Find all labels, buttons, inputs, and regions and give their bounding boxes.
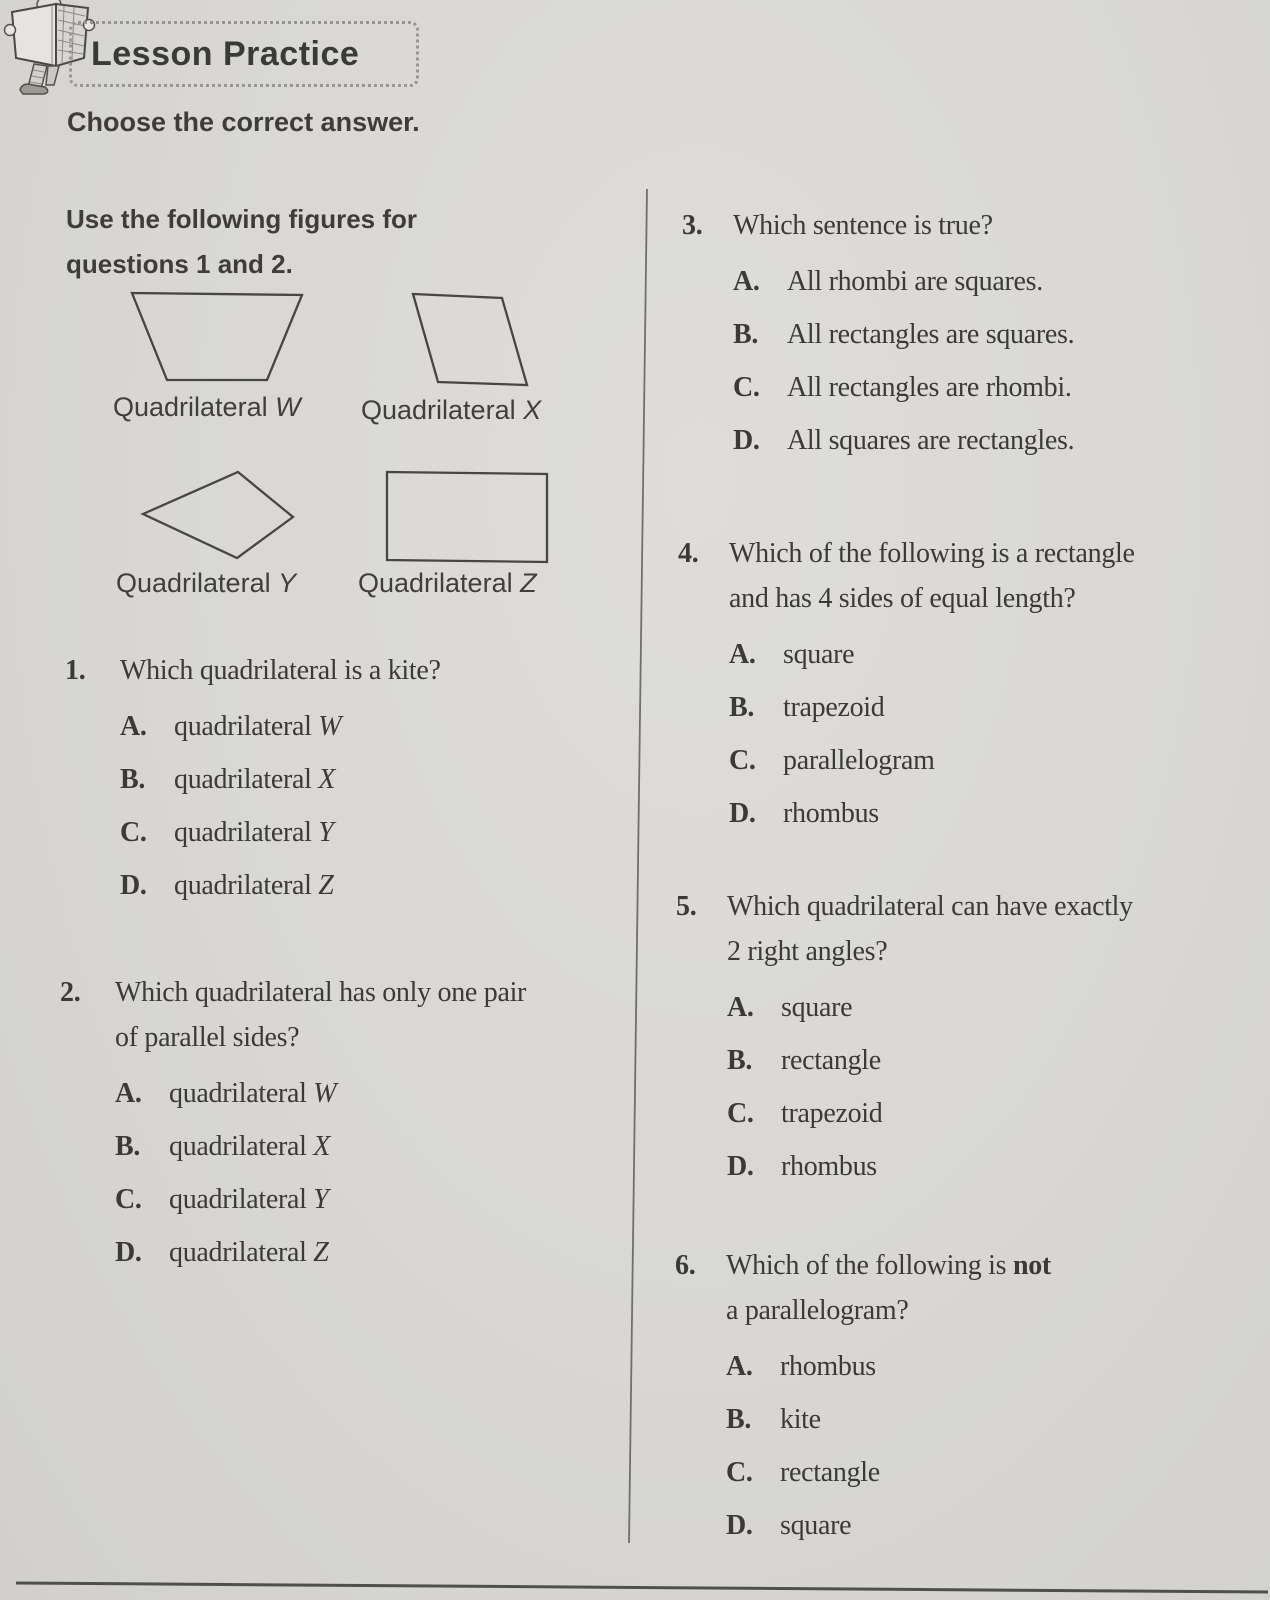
question-5-text-2: 2 right angles? bbox=[727, 936, 888, 967]
figure-z-caption: Quadrilateral Z bbox=[358, 568, 537, 598]
question-6-option-c: C. rectangle bbox=[726, 1457, 880, 1488]
question-1-option-d: D. quadrilateral Z bbox=[120, 870, 334, 901]
question-2-option-b: B. quadrilateral X bbox=[115, 1131, 331, 1162]
question-1-option-a: A. quadrilateral W bbox=[120, 711, 342, 742]
question-2 bbox=[60, 970, 620, 1270]
question-4 bbox=[678, 531, 1238, 831]
figures-intro bbox=[66, 197, 546, 287]
question-6 bbox=[675, 1243, 1235, 1543]
question-5-number: 5. bbox=[676, 891, 697, 922]
bottom-rule bbox=[16, 1583, 1268, 1592]
figure-y-caption: Quadrilateral Y bbox=[116, 568, 297, 598]
figure-w-trapezoid bbox=[132, 293, 302, 380]
question-6-number: 6. bbox=[675, 1250, 696, 1281]
figure-w-caption: Quadrilateral W bbox=[113, 392, 301, 422]
question-6-option-b: B. kite bbox=[726, 1404, 821, 1435]
figure-y-kite bbox=[143, 472, 293, 558]
question-4-option-b: B. trapezoid bbox=[729, 692, 885, 723]
question-2-number: 2. bbox=[60, 977, 81, 1008]
question-3-option-c: C. All rectangles are rhombi. bbox=[733, 372, 1072, 403]
question-6-text-2: a parallelogram? bbox=[726, 1295, 909, 1326]
question-1 bbox=[65, 648, 610, 903]
question-4-number: 4. bbox=[678, 538, 699, 569]
question-4-text: Which of the following is a rectangle bbox=[729, 538, 1135, 569]
question-2-text: Which quadrilateral has only one pair bbox=[115, 977, 527, 1008]
question-1-option-c: C. quadrilateral Y bbox=[120, 817, 334, 848]
question-2-text-2: of parallel sides? bbox=[115, 1022, 300, 1053]
figure-x-caption: Quadrilateral X bbox=[361, 395, 542, 425]
figure-z-rectangle bbox=[387, 472, 547, 562]
question-5 bbox=[676, 884, 1236, 1184]
question-3-number: 3. bbox=[682, 210, 703, 241]
question-1-text: Which quadrilateral is a kite? bbox=[120, 655, 441, 686]
question-5-option-b: B. rectangle bbox=[727, 1045, 881, 1076]
question-6-option-a: A. rhombus bbox=[726, 1351, 876, 1382]
question-2-option-d: D. quadrilateral Z bbox=[115, 1237, 329, 1268]
instruction-text: Choose the correct answer. bbox=[67, 107, 420, 137]
question-6-option-d: D. square bbox=[726, 1510, 852, 1541]
question-5-option-c: C. trapezoid bbox=[727, 1098, 883, 1129]
question-3-text: Which sentence is true? bbox=[733, 210, 993, 241]
question-4-option-d: D. rhombus bbox=[729, 798, 879, 829]
question-1-option-b: B. quadrilateral X bbox=[120, 764, 336, 795]
question-3 bbox=[682, 203, 1242, 458]
question-2-option-c: C. quadrilateral Y bbox=[115, 1184, 329, 1215]
question-3-option-d: D. All squares are rectangles. bbox=[733, 425, 1075, 456]
figures-intro-line2: questions 1 and 2. bbox=[66, 249, 293, 279]
lesson-practice-banner bbox=[69, 21, 419, 87]
question-4-option-c: C. parallelogram bbox=[729, 745, 935, 776]
question-6-text: Which of the following is not bbox=[726, 1250, 1051, 1281]
question-5-option-d: D. rhombus bbox=[727, 1151, 877, 1182]
question-1-number: 1. bbox=[65, 655, 86, 686]
column-divider-rule bbox=[629, 189, 647, 1543]
question-4-option-a: A. square bbox=[729, 639, 855, 670]
question-4-text-2: and has 4 sides of equal length? bbox=[729, 583, 1076, 614]
question-5-option-a: A. square bbox=[727, 992, 853, 1023]
figures-intro-line1: Use the following figures for bbox=[66, 204, 418, 234]
question-5-text: Which quadrilateral can have exactly bbox=[727, 891, 1133, 922]
question-3-option-a: A. All rhombi are squares. bbox=[733, 266, 1043, 297]
question-3-option-b: B. All rectangles are squares. bbox=[733, 319, 1075, 350]
figure-x-parallelogram bbox=[413, 294, 527, 385]
page-title: Lesson Practice bbox=[91, 34, 360, 73]
question-2-option-a: A. quadrilateral W bbox=[115, 1078, 337, 1109]
